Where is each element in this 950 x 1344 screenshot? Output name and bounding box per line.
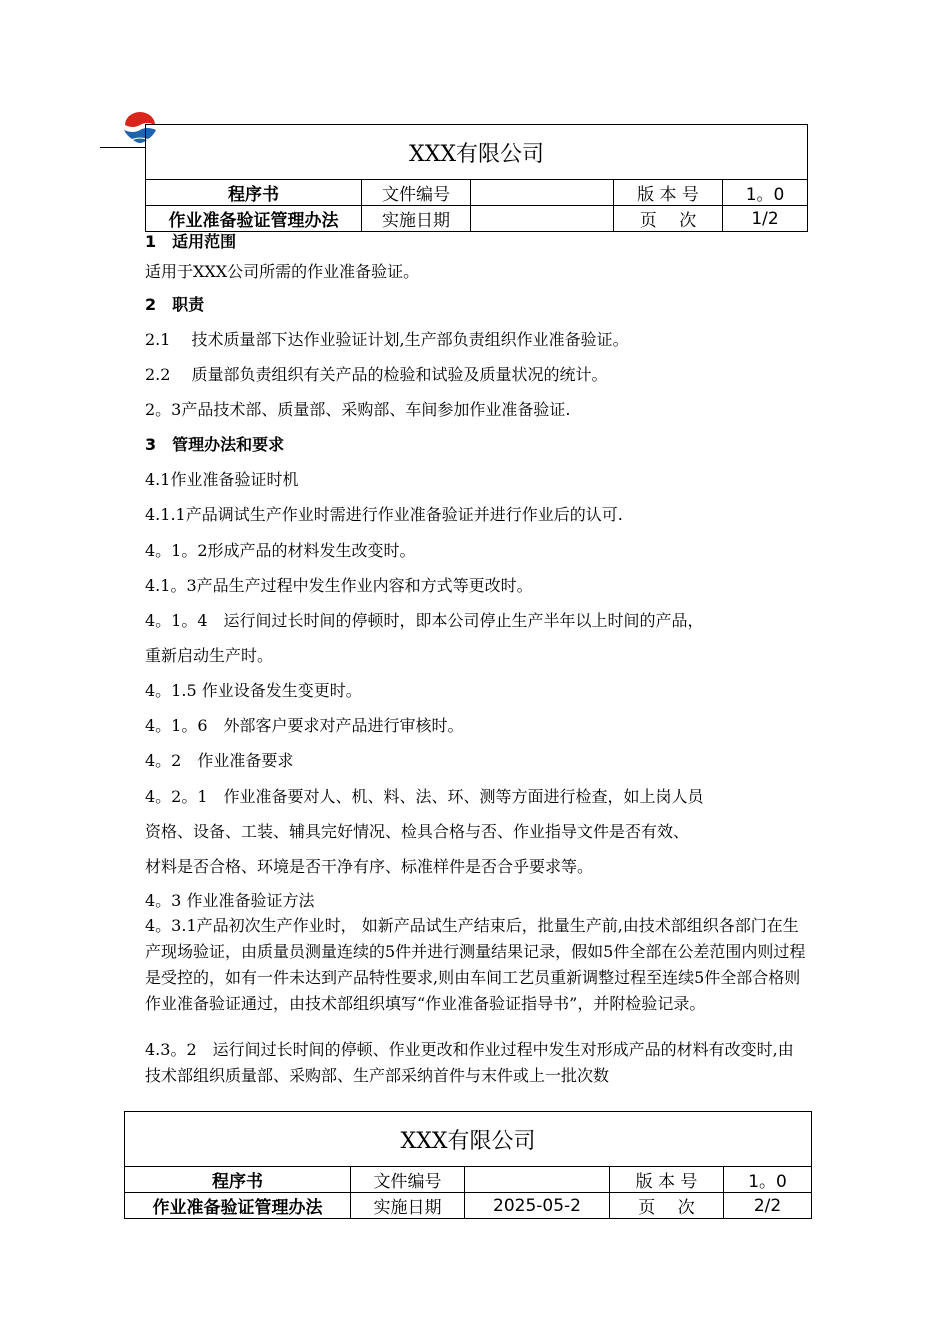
document-header-page2 <box>124 1111 812 1219</box>
section-4-3-1: 4。3.1产品初次生产作业时， 如新产品试生产结束后，批量生产前,由技术部组织各部门在生产现场验证，由质量员测量连续的5件并进行测量结果记录，假如5件全部在公差范围内则过程是受控的，如有一件未达到产品特性要求,则由车间工艺员重新调整过程至连续5件全部合格则作业准备验证通过，由技术部组织填写“作业准备验证指导书”，并附检验记录。 <box>145 916 806 1013</box>
doc-number-label: 文件编号 <box>362 180 471 206</box>
section-4-1-6: 4。1。6 外部客户要求对产品进行审核时。 <box>145 716 464 735</box>
doc-number-label: 文件编号 <box>351 1167 465 1193</box>
section-4-1-4-line1: 4。1。4 运行间过长时间的停顿时，即本公司停止生产半年以上时间的产品， <box>145 611 704 630</box>
effective-date-label: 实施日期 <box>351 1193 465 1219</box>
doc-title: 作业准备验证管理办法 <box>125 1193 351 1219</box>
header-rule <box>100 147 146 148</box>
company-name: XXX有限公司 <box>146 125 808 180</box>
section-4-2-1-line1: 4。2。1 作业准备要对人、机、料、法、环、测等方面进行检查，如上岗人员 <box>145 787 704 806</box>
company-name: XXX有限公司 <box>125 1112 812 1167</box>
effective-date-label: 实施日期 <box>362 206 471 232</box>
section-1-title: 1 适用范围 <box>145 232 237 251</box>
section-2-title: 2 职责 <box>145 295 205 314</box>
section-4-1: 4.1作业准备验证时机 <box>145 470 299 489</box>
doc-number-value <box>465 1167 610 1193</box>
section-2-2: 2.2 质量部负责组织有关产品的检验和试验及质量状况的统计。 <box>145 365 608 384</box>
page-label: 页 次 <box>614 206 723 232</box>
version-value: 1。0 <box>724 1167 812 1193</box>
doc-type: 程序书 <box>125 1167 351 1193</box>
section-1-text: 适用于XXX公司所需的作业准备验证。 <box>145 262 420 281</box>
section-4-1-4-line2: 重新启动生产时。 <box>145 646 274 665</box>
section-4-3-2: 4.3。2 运行间过长时间的停顿、作业更改和作业过程中发生对形成产品的材料有改变时,由技术部组织质量部、采购部、生产部采纳首件与末件或上一批次数 <box>145 1040 794 1085</box>
version-label: 版 本 号 <box>614 180 723 206</box>
section-3-title: 3 管理办法和要求 <box>145 435 285 454</box>
section-4-2-1-line2: 资格、设备、工装、辅具完好情况、检具合格与否、作业指导文件是否有效、 <box>145 822 690 841</box>
section-2-1: 2.1 技术质量部下达作业验证计划,生产部负责组织作业准备验证。 <box>145 330 629 349</box>
page-value: 1/2 <box>723 206 808 232</box>
section-4-2: 4。2 作业准备要求 <box>145 751 294 770</box>
page-label: 页 次 <box>610 1193 724 1219</box>
page-value: 2/2 <box>724 1193 812 1219</box>
doc-type: 程序书 <box>146 180 362 206</box>
doc-number-value <box>471 180 614 206</box>
document-header-page1 <box>145 124 808 232</box>
section-4-3: 4。3 作业准备验证方法 <box>145 891 315 910</box>
effective-date-value <box>471 206 614 232</box>
section-4-1-5: 4。1.5 作业设备发生变更时。 <box>145 681 362 700</box>
doc-title: 作业准备验证管理办法 <box>146 206 362 232</box>
section-4-2-1-line3: 材料是否合格、环境是否干净有序、标准样件是否合乎要求等。 <box>145 857 594 876</box>
section-4-1-2: 4。1。2形成产品的材料发生改变时。 <box>145 541 416 560</box>
version-label: 版 本 号 <box>610 1167 724 1193</box>
effective-date-value: 2025-05-2 <box>465 1193 610 1219</box>
section-4-1-1: 4.1.1产品调试生产作业时需进行作业准备验证并进行作业后的认可. <box>145 505 623 524</box>
section-4-1-3: 4.1。3产品生产过程中发生作业内容和方式等更改时。 <box>145 576 533 595</box>
version-value: 1。0 <box>723 180 808 206</box>
section-2-3: 2。3产品技术部、质量部、采购部、车间参加作业准备验证. <box>145 400 571 419</box>
